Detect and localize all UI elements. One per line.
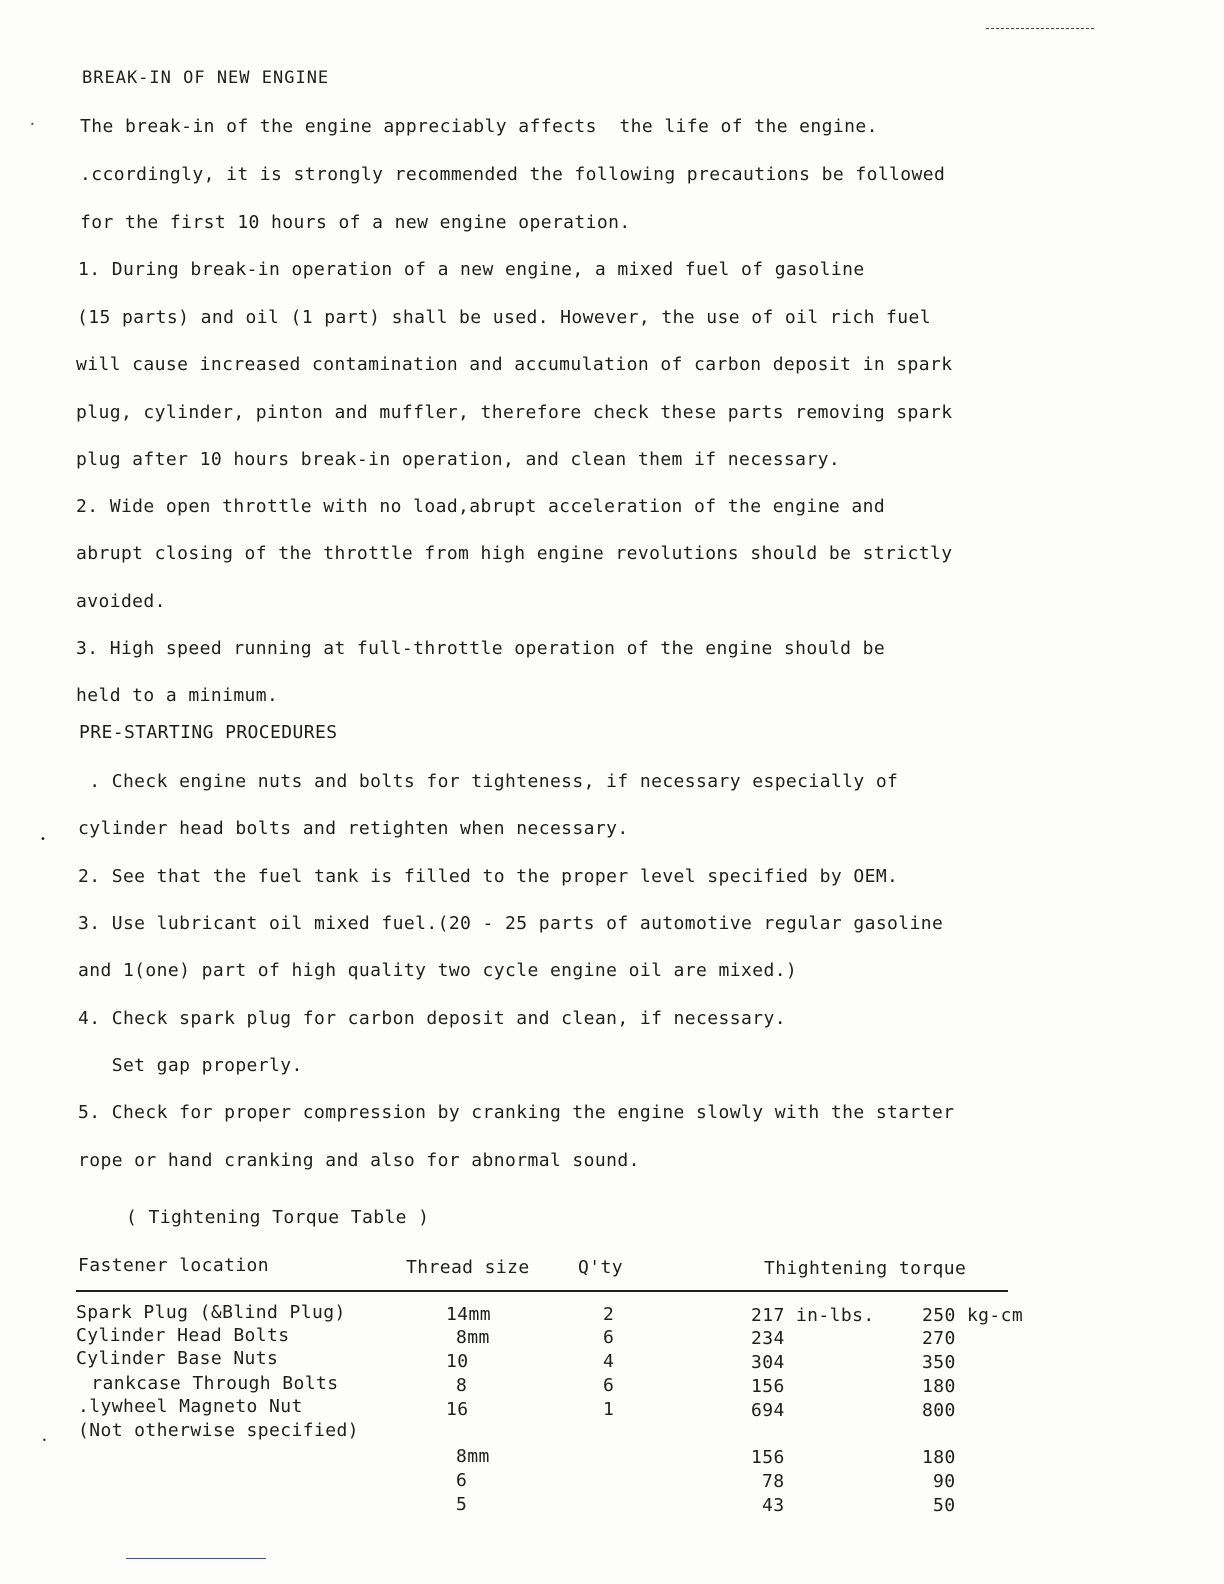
cell-torque-kgcm: 180 — [922, 1447, 956, 1468]
intro-line: The break-in of the engine appreciably affects the life of the engine. — [80, 116, 878, 137]
cell-torque-kgcm: 800 — [922, 1400, 956, 1421]
pre-starting-line: rope or hand cranking and also for abnormal sound. — [78, 1150, 640, 1171]
cell-torque-inlbs: 304 — [751, 1352, 785, 1373]
cell-location: Cylinder Base Nuts — [76, 1348, 279, 1369]
break-in-line: 1. During break-in operation of a new engine, a mixed fuel of gasoline — [78, 259, 865, 280]
cell-thread: 5 — [456, 1494, 468, 1515]
cell-location: (Not otherwise specified) — [78, 1420, 359, 1441]
table-caption: ( Tightening Torque Table ) — [126, 1207, 430, 1228]
break-in-line: plug after 10 hours break-in operation, and clean them if necessary. — [76, 449, 841, 470]
pre-starting-line: 3. Use lubricant oil mixed fuel.(20 - 25 parts of automotive regular gasoline — [78, 913, 944, 934]
cell-thread: 8 — [456, 1375, 468, 1396]
pre-starting-line: 4. Check spark plug for carbon deposit and clean, if necessary. — [78, 1008, 786, 1029]
intro-line: .ccordingly, it is strongly recommended the following precautions be followed — [80, 164, 946, 185]
page-title: BREAK-IN OF NEW ENGINE — [82, 68, 330, 88]
cell-torque-inlbs: 217 in-lbs. — [751, 1305, 875, 1326]
break-in-line: 2. Wide open throttle with no load,abrupt acceleration of the engine and — [76, 496, 886, 517]
cell-torque-kgcm: 250 kg-cm — [922, 1305, 1024, 1326]
table-header-rule — [76, 1290, 1008, 1292]
cell-qty: 1 — [603, 1399, 615, 1420]
break-in-line: 3. High speed running at full-throttle operation of the engine should be — [76, 638, 886, 659]
cell-torque-kgcm: 50 — [933, 1495, 956, 1516]
cell-torque-kgcm: 270 — [922, 1328, 956, 1349]
scan-speck: • — [42, 1436, 48, 1445]
pre-starting-line: cylinder head bolts and retighten when necessary. — [78, 818, 629, 839]
break-in-line: will cause increased contamination and accumulation of carbon deposit in spark — [76, 354, 953, 375]
cell-qty: 4 — [603, 1351, 615, 1372]
section-heading: PRE-STARTING PROCEDURES — [79, 722, 338, 743]
cell-location: Cylinder Head Bolts — [76, 1325, 290, 1346]
pre-starting-line: and 1(one) part of high quality two cycle engine oil are mixed.) — [78, 960, 798, 981]
column-header-location: Fastener location — [78, 1255, 270, 1276]
pre-starting-line: 5. Check for proper compression by cranking the engine slowly with the starter — [78, 1102, 955, 1123]
pre-starting-line: Set gap properly. — [78, 1055, 303, 1076]
cell-thread: 8mm — [456, 1446, 490, 1467]
cell-torque-inlbs: 156 — [751, 1376, 785, 1397]
cell-torque-inlbs: 234 — [751, 1328, 785, 1349]
break-in-line: (15 parts) and oil (1 part) shall be used. However, the use of oil rich fuel — [77, 307, 932, 328]
cell-thread: 10 — [446, 1351, 469, 1372]
cell-location: .lywheel Magneto Nut — [78, 1396, 303, 1417]
cell-qty: 6 — [603, 1327, 615, 1348]
pre-starting-line: . Check engine nuts and bolts for tighteness, if necessary especially of — [78, 771, 899, 792]
scan-speck: • — [30, 120, 36, 129]
column-header-qty: Q'ty — [578, 1257, 623, 1278]
scan-speck: • — [40, 834, 47, 845]
break-in-line: plug, cylinder, pinton and muffler, therefore check these parts removing spark — [76, 402, 953, 423]
cell-qty: 2 — [603, 1304, 615, 1325]
corner-scribble — [986, 18, 1094, 29]
intro-line: for the first 10 hours of a new engine operation. — [80, 212, 631, 233]
scan-edge-line — [126, 1558, 266, 1559]
cell-torque-kgcm: 350 — [922, 1352, 956, 1373]
cell-torque-inlbs: 156 — [751, 1447, 785, 1468]
column-header-thread: Thread size — [406, 1257, 530, 1278]
cell-torque-inlbs: 43 — [762, 1495, 785, 1516]
cell-torque-kgcm: 90 — [933, 1471, 956, 1492]
break-in-line: abrupt closing of the throttle from high engine revolutions should be strictly — [76, 543, 953, 564]
break-in-line: held to a minimum. — [76, 685, 279, 706]
cell-torque-kgcm: 180 — [922, 1376, 956, 1397]
pre-starting-line: 2. See that the fuel tank is filled to the proper level specified by OEM. — [78, 866, 899, 887]
cell-qty: 6 — [603, 1375, 615, 1396]
cell-thread: 14mm — [446, 1304, 491, 1325]
cell-thread: 6 — [456, 1470, 468, 1491]
cell-location: Spark Plug (&Blind Plug) — [76, 1302, 346, 1323]
cell-torque-inlbs: 78 — [762, 1471, 785, 1492]
cell-thread: 8mm — [456, 1327, 490, 1348]
break-in-line: avoided. — [76, 591, 166, 612]
cell-location: rankcase Through Bolts — [80, 1373, 339, 1394]
cell-torque-inlbs: 694 — [751, 1400, 785, 1421]
column-header-torque: Thightening torque — [764, 1258, 967, 1279]
cell-thread: 16 — [446, 1399, 469, 1420]
